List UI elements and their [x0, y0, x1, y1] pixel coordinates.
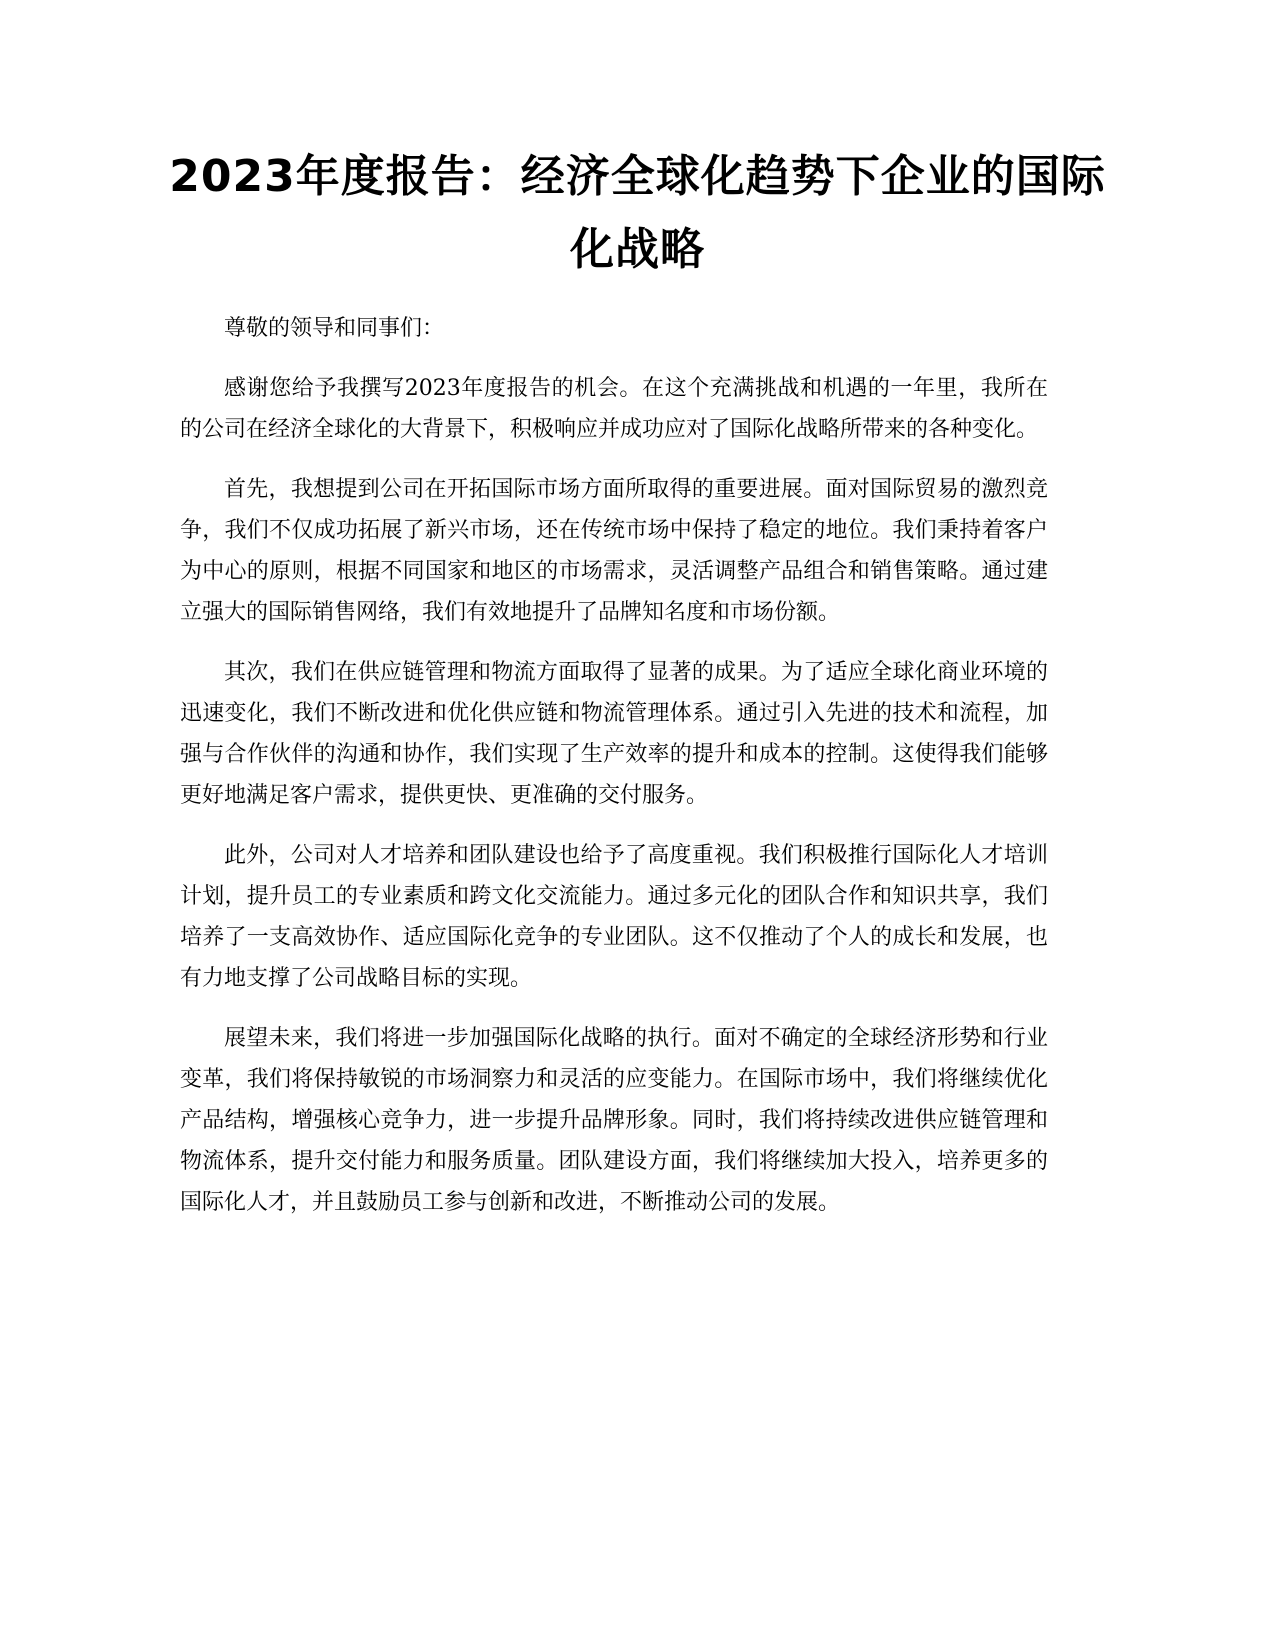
talent-paragraph: 此外，公司对人才培养和团队建设也给予了高度重视。我们积极推行国际化人才培训计划，提升员工的专业素质和跨文化交流能力。通过多元化的团队合作和知识共享，我们培养了一支高效协作、适应国际化竞争的专业团队。这不仅推动了个人的成长和发展，也有力地支撑了公司战略目标的实现。: [180, 843, 1048, 991]
market-paragraph: 首先，我想提到公司在开拓国际市场方面所取得的重要进展。面对国际贸易的激烈竞争，我们不仅成功拓展了新兴市场，还在传统市场中保持了稳定的地位。我们秉持着客户为中心的原则，根据不同国家和地区的市场需求，灵活调整产品组合和销售策略。通过建立强大的国际销售网络，我们有效地提升了品牌知名度和市场份额。: [180, 477, 1048, 625]
salutation-paragraph: 尊敬的领导和同事们：: [224, 316, 445, 341]
outlook-paragraph: 展望未来，我们将进一步加强国际化战略的执行。面对不确定的全球经济形势和行业变革，我们将保持敏锐的市场洞察力和灵活的应变能力。在国际市场中，我们将继续优化产品结构，增强核心竞争力，进一步提升品牌形象。同时，我们将持续改进供应链管理和物流体系，提升交付能力和服务质量。团队建设方面，我们将继续加大投入，培养更多的国际化人才，并且鼓励员工参与创新和改进，不断推动公司的发展。: [180, 1026, 1048, 1215]
document-body: [180, 308, 1048, 1242]
document-title: 2023年度报告：经济全球化趋势下企业的国际化战略: [169, 151, 1106, 275]
intro-paragraph: 感谢您给予我撰写2023年度报告的机会。在这个充满挑战和机遇的一年里，我所在的公司在经济全球化的大背景下，积极响应并成功应对了国际化战略所带来的各种变化。: [180, 376, 1048, 442]
supply-chain-paragraph: 其次，我们在供应链管理和物流方面取得了显著的成果。为了适应全球化商业环境的迅速变化，我们不断改进和优化供应链和物流管理体系。通过引入先进的技术和流程，加强与合作伙伴的沟通和协作，我们实现了生产效率的提升和成本的控制。这使得我们能够更好地满足客户需求，提供更快、更准确的交付服务。: [180, 660, 1048, 808]
